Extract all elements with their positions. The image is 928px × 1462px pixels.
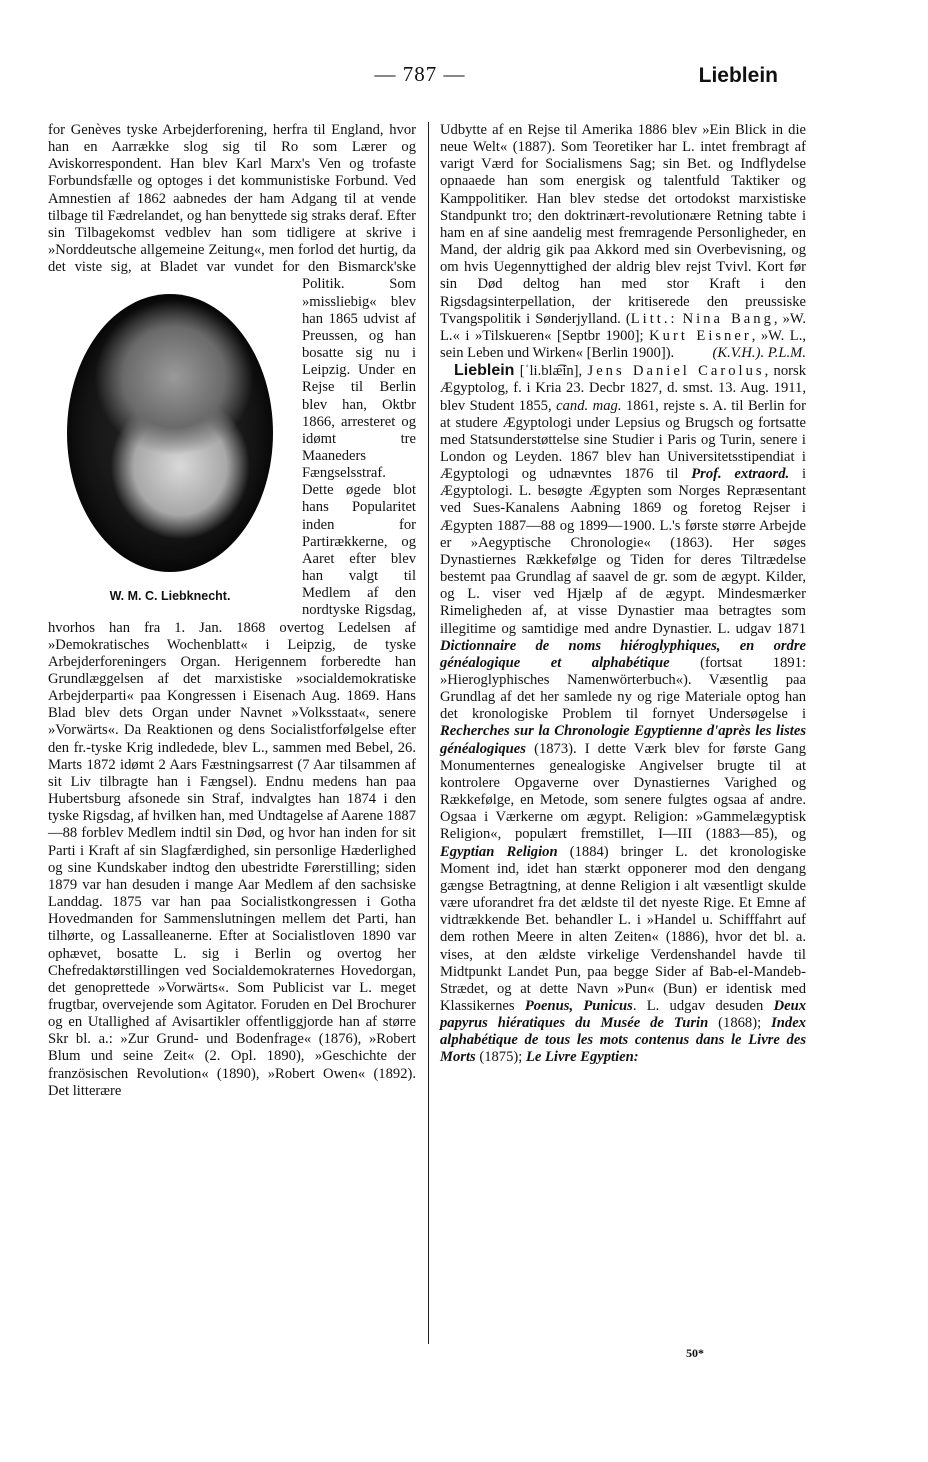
text-fragment: (1873). I dette Værk blev for første Gang Monumenternes genealogiske Angivelser brugte til at kontrolere Opgaverne over Dynastiernes Varighed og Rækkefølge, en Metode, som senere fulgtes ogsaa af andre. Ogsaa i Værkerne om ægypt. Religion: »Gammelægyptisk Religion«, populært fremstillet, I—III (1883—85), og: [440, 740, 806, 843]
liebknecht-continuation: Udbytte af en Rejse til Amerika 1886 blev »Ein Blick in die neue Welt« (1887). Som Teoretiker har L. intet frembragt af varigt Værd for Socialismens Sag; sin Bet. og Indflydelse opnaaede han som energisk og talentfuld Taktiker og Kamppolitiker. Han blev stedse det ortodokst marxistiske Standpunkt tro; den doktrinært-revolutionære Retning tabte i ham en af sine aandelig mest fremragende Personligheder, en Mand, der aldrig gik paa Akkord med sin Overbevisning, og om hvis Uegennyttighed der aldrig blev rejst Tvivl. Kort før sin Død deltog han med stor Kraft i den Rigsdagsinterpellation, der kritiserede den preussiske Tvangspolitik i Sønderjylland. (: [440, 122, 806, 327]
printer-signature-mark: 50*: [686, 1346, 704, 1360]
text-fragment: , norsk Ægyptolog, f. i Kria 23. Decbr 1827, d. smst. 13. Aug. 1911, blev Student 1855,: [440, 363, 806, 414]
work-title: Dictionnaire de noms hiéroglyphiques, en ordre généalogique et alphabétique: [440, 637, 806, 671]
text-fragment: , »W. L.« i »Tilskueren« [Septbr 1900];: [440, 310, 806, 344]
entry-headword: Lieblein: [454, 362, 515, 380]
work-title: Egyptian Religion: [440, 843, 558, 860]
text-fragment: 1861, rejste s. A. til Berlin for at studere Ægyptologi under Lepsius og Brugsch og fortsatte med Statsunderstøttelse sine Studier i Paris og Turin, senere i London og Leyden. 1867 blev han Universitetsstipendiat i Ægyptologi og udnævntes 1876 til: [440, 397, 806, 483]
portrait-image: [67, 294, 273, 572]
portrait-figure: [46, 276, 294, 606]
literature-label: Litt.:: [630, 310, 678, 327]
author-name: Kurt Eisner: [649, 327, 752, 344]
author-signature: (K.V.H.). P.L.M.: [712, 345, 806, 362]
entry-lieblein: [440, 362, 806, 1066]
left-column: [48, 122, 416, 1100]
work-title: Index alphabétique de tous les mots contenus dans le Livre des Morts: [440, 1015, 806, 1066]
page-number: — 787 —: [374, 62, 466, 86]
work-title: Deux papyrus hiératiques du Musée de Turin: [440, 997, 806, 1032]
work-title: Recherches sur la Chronologie Egyptienne d'après les listes généalogiques: [440, 723, 806, 757]
left-text-part: vundet for den Bismarck'ske Politik. Som »missliebig« blev han 1865 udvist af Preussen, og han bosatte sig nu i Leipzig. Under en Rejse til Berlin blev han, Oktbr 1866, arresteret og idømt tre Maaneders Fængselsstraf. Dette øgede blot hans Popularitet inden for Partirækkerne, og Aaret efter blev han valgt til Medlem af den nordtyske Rigsdag, hvorhos han fra 1. Jan. 1868 overtog Ledelsen af »Demokratisches Wochenblatt« i Leipzig, de tyske Arbejderforeningers Organ. Herigennem forberedte han Grundlæggelsen af det marxistiske »socialdemokratiske Arbejderparti« paa Kongressen i Eisenach Aug. 1869. Hans Blad blev dets Organ under Navnet »Volksstaat«, senere »Vorwärts«. Da Reaktionen og dens Socialistforfølgelse efter den fr.-tyske Krig indledede, blev L., sammen med Bebel, 26. Marts 1872 idømt 2 Aars Fæstningsarrest (7 Aar tilsammen af sit Liv tilbragte han i Fængsel). Endnu medens han paa Hubertsburg afsonede sin Straf, indvalgtes han 1874 i den tyske Rigsdag, af hvilken han, med Undtagelse af Aarene 1887—88 forblev Medlem indtil sin Død, og hvor han inden for sit Parti i Kraft af sin Slagfærdighed, sin personlige Hæderlighed og sine Kundskaber indtog den ubestridte Førerstilling; siden 1879 var han desuden i mange Aar Medlem af den sachsiske Landdag. 1875 var han paa Socialistkongressen i Gotha Hovedmanden for Sammenslutningen mellem det Parti, han tilhørte, og Lassalleanerne. Efter at Socialistloven 1890 var ophævet, bosatte L. sig i Berlin og overtog her Chefredaktørstillingen ved Socialdemokraternes Hovedorgan, det genoprettede »Vorwärts«. Som Publicist var L. meget frugtbar, overvejende som Agitator. Foruden en Del Brochurer og en Utallighed af Avisartikler offentliggjorde han af større Skr bl. a.: »Zur Grund- und Bodenfrage« (1876), »Robert Blum und seine Zeit« (2. Opl. 1890), »Geschichte der französischen Revolution« (1890), »Robert Owen« (1892). Det litterære: [48, 259, 416, 1099]
degree-title: cand. mag.: [556, 397, 622, 414]
author-name: Nina Bang: [682, 310, 774, 327]
pronunciation: [ˈli.blæ͡in],: [514, 363, 588, 380]
text-fragment: i Ægyptologi. L. besøgte Ægypten som Norges Repræsentant ved Sues-Kanalens Aabning 1869 og foretog Rejser i Ægypten 1887—88 og 1899—1900. L.'s første større Arbejde er »Aegyptische Chronologie« (1863). Her søges Dynastiernes Rækkefølge og Tiden for deres Tiltrædelse bestemt paa Grundlag af saavel de gr. som de ægypt. Kilder, og L. viser ved Hjælp af de ægypt. Mindesmærker Rimeligheden af, at visse Dynastier maa betragtes som illegitime og samtidige med andre Dynastier. L. udgav 1871: [440, 466, 806, 637]
running-head: Lieblein: [698, 64, 778, 87]
full-name: Jens Daniel Carolus: [587, 363, 765, 380]
text-fragment: , »W. L., sein Leben und Wirken« [Berlin 1900]).: [440, 327, 806, 362]
text-fragment: (1868);: [708, 1015, 772, 1032]
work-title: Poenus, Punicus: [524, 997, 633, 1014]
text-fragment: (1884) bringer L. det kronologiske Moment ind, idet han stærkt opponerer mod den dengang gængse Betragtning, at denne Religion i alt væsentligt skulde være uforandret fra det ældste til det nyeste Rige. Et Emne af vidtrækkende Bet. behandler L. i »Handel u. Schifffahrt auf dem rothen Meere in alten Zeiten« (1886), hvor det bl. a. vises, at den ældste virkelige Verdenshandel havde til Midtpunkt Landet Pun, paa begge Sider af Bab-el-Mandeb-Strædet, og at dette Navn »Pun« (Bun) er identisk med Klassikernes: [440, 843, 807, 1014]
entry-text-liebknecht-cont: [440, 122, 806, 362]
work-title: Le Livre Egyptien:: [525, 1049, 639, 1066]
portrait-caption: W. M. C. Liebknecht.: [109, 589, 231, 604]
left-text-part: for Genèves tyske Arbejderforening, herfra til England, hvor han en Aarrække slog sig til Ro som Lærer og Aviskorrespondent. Han blev Karl Marx's Ven og trofaste Forbundsfælle og optoges i det kommunistiske Forbund. Ved Amnestien af 1862 aabnedes der ham Adgang til at vende tilbage til Fædrelandet, og han benyttede sig straks deraf. Efter sin Tilbagekomst vedblev han som tidligere at skrive i »Norddeutsche allgemeine Zeitung«, men forlod det hurtig, da det viste sig, at Bladet var: [48, 122, 416, 276]
professor-title: Prof. extraord.: [691, 466, 790, 483]
text-fragment: (fortsat 1891: »Hieroglyphisches Namenwörterbuch«). Væsentlig paa Grundlag af det her samlede ny og rige Materiale optog han det kronologiske Problem til fornyet Undersøgelse i: [440, 654, 806, 723]
text-fragment: . L. udgav desuden: [632, 997, 774, 1014]
right-column: [440, 122, 806, 1067]
entry-text-liebknecht: [48, 122, 416, 1100]
column-divider: [428, 122, 429, 1344]
text-fragment: (1875);: [475, 1049, 526, 1066]
